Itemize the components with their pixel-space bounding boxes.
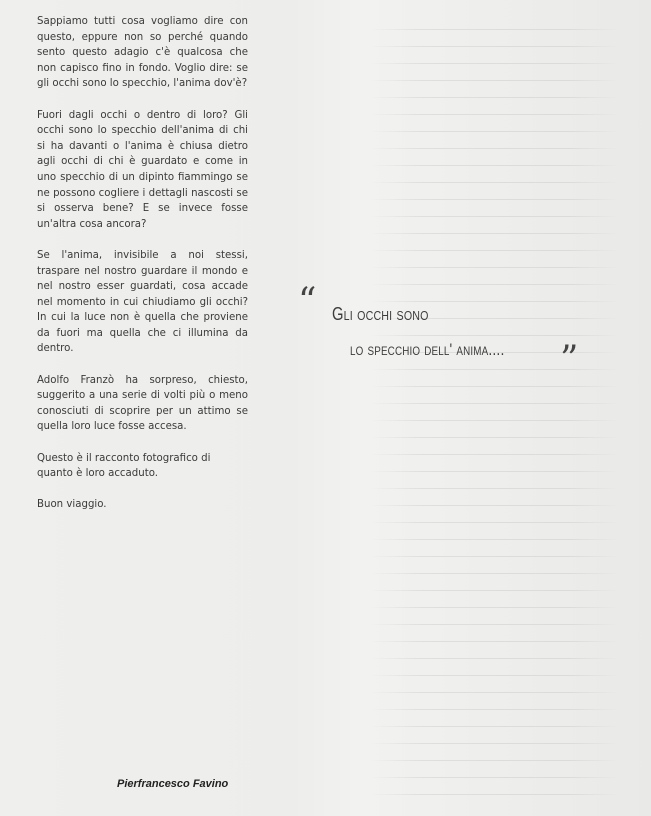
- open-quote-mark: “: [298, 281, 317, 322]
- paragraph-1: Sappiamo tutti cosa vogliamo dire con questo, eppure non so perché quando sento questo adagio c'è qualcosa che non capisco fino in fondo. Voglio dire: se gli occhi sono lo specchio, l'anima dov'è?: [37, 16, 248, 90]
- pull-quote: [298, 281, 598, 380]
- paragraph-4: Adolfo Franzò ha sorpreso, chiesto, suggerito a una serie di volti più o meno conosciuti di scoprire per un attimo se quella loro luce fosse accesa.: [37, 374, 248, 433]
- pull-quote-line-1: Gli occhi sono: [332, 304, 429, 324]
- show-through-text: [370, 20, 620, 810]
- paragraph-3: Se l'anima, invisibile a noi stessi, traspare nel nostro guardare il mondo e nel nostro esser guardati, cosa accade nel momento in cui chiudiamo gli occhi? In cui la luce non è quella che proviene da fuori ma quella che ci illumina da dentro.: [37, 249, 248, 355]
- close-quote-mark: ”: [560, 339, 579, 380]
- paragraph-6: Buon viaggio.: [37, 499, 107, 511]
- author-signature: Pierfrancesco Favino: [117, 778, 229, 790]
- body-text-column: [37, 14, 248, 529]
- paragraph-5: Questo è il racconto fotografico di quanto è loro accaduto.: [37, 452, 211, 480]
- paragraph-2: Fuori dagli occhi o dentro di loro? Gli occhi sono lo specchio dell'anima di chi si ha davanti o l'anima è chiusa dietro agli occhi di chi è guardato e come in uno specchio di un dipinto fiammingo se ne possono cogliere i dettagli nascosti se si osserva bene? E se invece fosse un'altra cosa ancora?: [37, 109, 248, 230]
- pull-quote-line-2: lo specchio dell' anima....: [350, 340, 505, 359]
